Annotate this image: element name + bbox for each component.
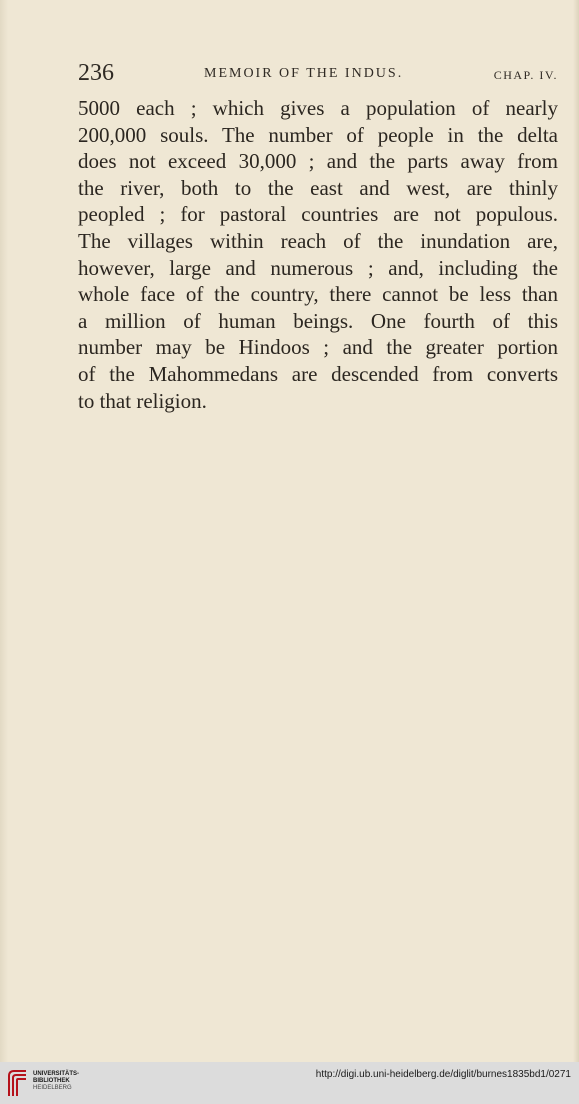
- university-library-logo-icon[interactable]: [6, 1068, 30, 1098]
- source-url-link[interactable]: http://digi.ub.uni-heidelberg.de/diglit/burnes1835bd1/0271: [315, 1069, 571, 1080]
- page-edge-left: [0, 0, 8, 1062]
- text-line: however, large and numerous ; and, including the: [78, 255, 558, 280]
- footer-bar: [0, 1062, 579, 1104]
- text-line: of the Mahommedans are descended from converts: [78, 361, 558, 386]
- text-line: the river, both to the east and west, are thinly: [78, 175, 558, 200]
- library-name-line: HEIDELBERG: [33, 1085, 72, 1091]
- chapter-label: CHAP. IV.: [493, 68, 558, 82]
- library-name-line: UNIVERSITÄTS-: [33, 1071, 80, 1077]
- text-line: a million of human beings. One fourth of this: [78, 308, 558, 333]
- text-line: peopled ; for pastoral countries are not populous.: [78, 202, 558, 227]
- text-line: 5000 each ; which gives a population of nearly: [78, 96, 558, 120]
- page-edge-right: [573, 0, 579, 1062]
- running-title: MEMOIR OF THE INDUS.: [204, 66, 404, 81]
- text-line: 200,000 souls. The number of people in the delta: [78, 122, 558, 147]
- library-name-line: BIBLIOTHEK: [33, 1078, 70, 1084]
- page-number: 236: [78, 60, 114, 86]
- library-name: [33, 1071, 79, 1092]
- text-line: The villages within reach of the inundation are,: [78, 228, 558, 253]
- text-line: number may be Hindoos ; and the greater portion: [78, 335, 558, 360]
- text-line: whole face of the country, there cannot be less than: [78, 282, 558, 307]
- body-text: [78, 95, 558, 414]
- text-line: does not exceed 30,000 ; and the parts away from: [78, 149, 558, 174]
- text-line: to that religion.: [78, 388, 207, 413]
- running-head: [78, 58, 558, 88]
